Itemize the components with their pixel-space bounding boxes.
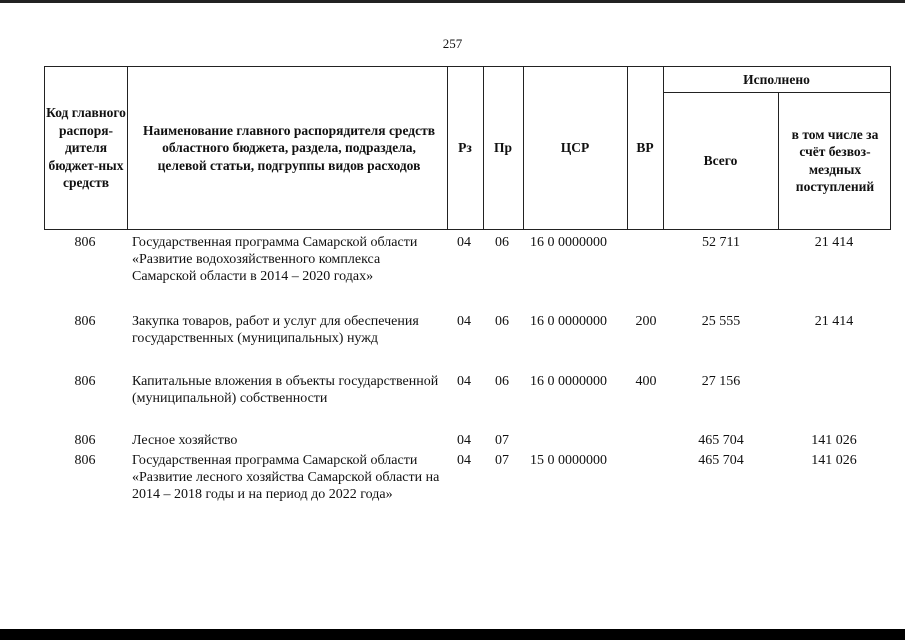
cell-code: 806 [74,433,96,448]
cell-name: Государственная программа Самарской области «Развитие водохозяйственного комплекса Самарской области в 2014 – 2020 годах» [132,235,418,284]
cell-csr: 16 0 0000000 [530,374,607,389]
cell-code: 806 [74,235,96,250]
cell-pr: 07 [495,433,509,448]
cell-total: 27 156 [701,374,741,389]
col-divider [778,92,779,229]
cell-total: 25 555 [701,314,741,329]
header-vr: ВР [636,140,654,156]
cell-free: 141 026 [811,453,857,468]
cell-total: 465 704 [698,453,744,468]
cell-vr: 200 [635,314,657,329]
cell-code: 806 [74,374,96,389]
cell-name: Государственная программа Самарской области «Развитие лесного хозяйства Самарской области на 2014 – 2018 годы и на период до 2022 года» [132,453,440,502]
header-rz: Рз [458,140,472,156]
cell-vr: 400 [635,374,657,389]
col-divider [127,67,128,229]
cell-pr: 06 [495,374,509,389]
header-free: в том числе за счёт безвоз-мездных поступлений [791,126,879,194]
cell-pr: 07 [495,453,509,468]
cell-free: 21 414 [814,235,854,250]
cell-rz: 04 [457,453,471,468]
table-header [44,66,891,230]
header-executed: Исполнено [743,71,810,87]
cell-rz: 04 [457,374,471,389]
header-code: Код главного распоря-дителя бюджет-ных средств [46,105,126,191]
cell-code: 806 [74,314,96,329]
cell-csr: 15 0 0000000 [530,453,607,468]
cell-rz: 04 [457,314,471,329]
cell-code: 806 [74,453,96,468]
header-name: Наименование главного распорядителя средств областного бюджета, раздела, подраздела, целевой статьи, подгруппы видов расходов [142,122,435,173]
cell-csr: 16 0 0000000 [530,314,607,329]
cell-rz: 04 [457,433,471,448]
bottom-rule [0,629,905,640]
cell-csr: 16 0 0000000 [530,235,607,250]
top-rule [0,0,905,3]
cell-pr: 06 [495,314,509,329]
cell-free: 21 414 [814,314,854,329]
header-pr: Пр [493,140,512,156]
cell-free: 141 026 [811,433,857,448]
cell-name: Капитальные вложения в объекты государственной (муниципальной) собственности [132,374,439,406]
cell-total: 465 704 [698,433,744,448]
cell-name: Лесное хозяйство [132,433,238,448]
cell-name: Закупка товаров, работ и услуг для обеспечения государственных (муниципальных) нужд [132,314,419,346]
page-number: 257 [442,36,463,51]
cell-rz: 04 [457,235,471,250]
cell-pr: 06 [495,235,509,250]
header-total: Всего [703,152,738,168]
header-csr: ЦСР [560,140,590,156]
cell-total: 52 711 [702,235,740,250]
